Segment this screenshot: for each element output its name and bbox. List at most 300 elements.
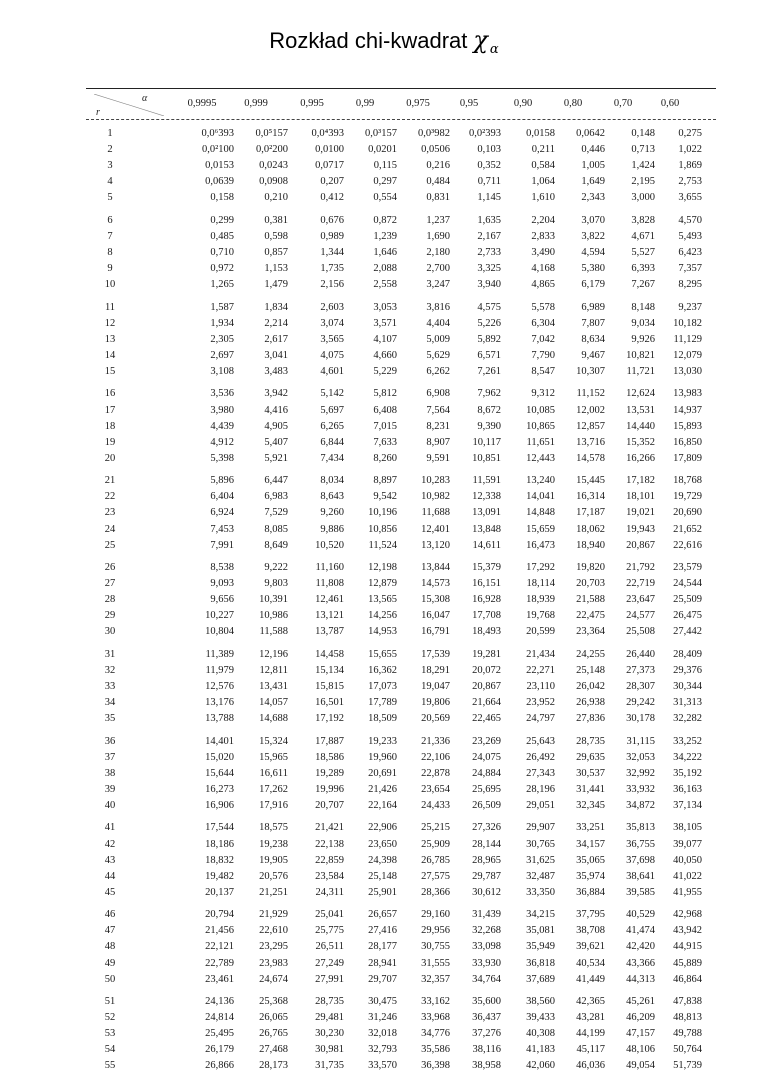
row-number: 7 xyxy=(107,230,113,242)
table-cell: 12,338 xyxy=(472,491,501,503)
table-cell: 12,443 xyxy=(526,452,555,464)
table-cell: 18,509 xyxy=(368,713,397,725)
table-cell: 0,446 xyxy=(581,144,605,156)
table-cell: 23,654 xyxy=(421,783,450,795)
table-cell: 22,465 xyxy=(472,713,501,725)
table-cell: 23,364 xyxy=(576,626,605,638)
table-cell: 3,325 xyxy=(477,263,501,275)
table-cell: 46,864 xyxy=(673,973,702,985)
table-cell: 3,828 xyxy=(631,214,655,226)
table-cell: 2,733 xyxy=(477,247,501,258)
table-cell: 31,313 xyxy=(673,697,702,709)
table-cell: 8,634 xyxy=(581,333,605,345)
row-number: 49 xyxy=(104,957,116,969)
table-cell: 0,872 xyxy=(373,214,397,226)
table-cell: 19,806 xyxy=(421,697,450,709)
table-cell: 16,928 xyxy=(472,594,501,606)
table-cell: 0,710 xyxy=(210,247,234,258)
table-cell: 11,979 xyxy=(205,664,234,676)
table-cell: 15,815 xyxy=(315,681,344,692)
table-cell: 0,0²200 xyxy=(255,144,288,156)
table-cell: 11,129 xyxy=(673,333,702,345)
table-cell: 0,0908 xyxy=(259,176,288,188)
table-cell: 28,196 xyxy=(526,783,555,795)
table-cell: 9,237 xyxy=(678,301,702,313)
table-cell: 1,479 xyxy=(264,279,288,291)
row-number: 37 xyxy=(104,751,116,763)
table-cell: 25,041 xyxy=(315,909,344,921)
table-cell: 24,136 xyxy=(205,996,234,1007)
table-cell: 27,442 xyxy=(673,626,702,638)
table-cell: 2,180 xyxy=(426,247,450,258)
table-cell: 0,352 xyxy=(477,160,501,172)
table-cell: 13,788 xyxy=(205,713,234,725)
table-cell: 10,865 xyxy=(526,420,555,432)
table-cell: 25,148 xyxy=(368,870,397,882)
table-cell: 37,134 xyxy=(673,800,702,811)
table-cell: 22,878 xyxy=(421,767,450,779)
table-cell: 15,020 xyxy=(205,751,234,763)
table-cell: 22,106 xyxy=(421,751,450,763)
row-number: 15 xyxy=(104,366,116,377)
table-cell: 35,974 xyxy=(576,870,605,882)
row-number: 32 xyxy=(104,664,116,676)
table-cell: 24,544 xyxy=(673,578,702,590)
table-cell: 28,177 xyxy=(368,941,397,953)
table-cell: 29,907 xyxy=(526,822,555,834)
table-cell: 43,366 xyxy=(626,957,655,969)
row-number: 3 xyxy=(107,160,113,172)
table-cell: 42,060 xyxy=(526,1060,555,1071)
table-cell: 3,108 xyxy=(210,366,234,377)
table-cell: 2,214 xyxy=(264,317,288,329)
table-cell: 9,886 xyxy=(320,523,344,535)
table-cell: 39,077 xyxy=(673,838,702,850)
column-header: 0,995 xyxy=(300,98,324,109)
table-cell: 0,0639 xyxy=(205,176,234,188)
table-cell: 33,162 xyxy=(421,996,450,1007)
table-cell: 38,641 xyxy=(626,870,655,882)
table-cell: 0,554 xyxy=(373,192,397,204)
table-cell: 40,050 xyxy=(673,854,702,866)
table-cell: 23,952 xyxy=(526,697,555,709)
table-cell: 14,937 xyxy=(673,404,702,416)
row-number: 28 xyxy=(104,594,116,606)
table-cell: 5,892 xyxy=(477,333,501,345)
table-cell: 16,611 xyxy=(259,767,288,779)
table-cell: 12,002 xyxy=(576,404,605,416)
table-cell: 5,629 xyxy=(426,349,450,361)
table-cell: 13,565 xyxy=(368,594,397,606)
table-cell: 8,034 xyxy=(320,475,344,487)
table-cell: 0,0⁵157 xyxy=(255,128,288,139)
row-number: 41 xyxy=(104,822,116,834)
column-header: 0,9995 xyxy=(187,98,217,109)
table-cell: 5,142 xyxy=(320,388,344,400)
table-cell: 5,009 xyxy=(426,333,450,345)
table-cell: 6,844 xyxy=(320,436,344,448)
table-cell: 1,005 xyxy=(581,160,605,172)
table-cell: 5,229 xyxy=(373,366,397,377)
table-cell: 25,148 xyxy=(576,664,605,676)
table-cell: 4,439 xyxy=(210,420,234,432)
table-cell: 22,164 xyxy=(368,800,397,811)
table-cell: 28,735 xyxy=(576,735,605,747)
table-cell: 12,401 xyxy=(421,523,450,535)
table-cell: 12,196 xyxy=(259,648,288,660)
table-cell: 7,357 xyxy=(678,263,702,275)
table-cell: 18,939 xyxy=(526,594,555,606)
table-cell: 10,391 xyxy=(259,594,288,606)
table-cell: 14,953 xyxy=(368,626,397,638)
row-number: 24 xyxy=(104,523,116,535)
table-cell: 16,362 xyxy=(368,664,397,676)
table-cell: 0,158 xyxy=(210,192,234,204)
row-number: 54 xyxy=(104,1044,116,1056)
table-cell: 23,461 xyxy=(205,973,234,985)
table-cell: 26,785 xyxy=(421,854,450,866)
table-cell: 40,308 xyxy=(526,1028,555,1040)
table-cell: 6,262 xyxy=(426,366,450,377)
table-cell: 11,808 xyxy=(315,578,344,590)
table-cell: 2,305 xyxy=(210,333,234,345)
table-cell: 25,508 xyxy=(626,626,655,638)
table-cell: 2,167 xyxy=(477,230,501,242)
row-number: 5 xyxy=(107,192,113,204)
table-cell: 40,534 xyxy=(576,957,605,969)
table-cell: 3,565 xyxy=(320,333,344,345)
table-cell: 19,996 xyxy=(315,783,344,795)
table-cell: 17,187 xyxy=(576,507,605,519)
table-cell: 7,529 xyxy=(264,507,288,519)
table-cell: 11,160 xyxy=(315,562,344,573)
table-cell: 22,475 xyxy=(576,610,605,622)
table-cell: 11,588 xyxy=(259,626,288,638)
table-cell: 12,811 xyxy=(259,664,288,676)
table-cell: 20,072 xyxy=(472,664,501,676)
row-number: 4 xyxy=(107,176,113,188)
table-cell: 20,690 xyxy=(673,507,702,519)
table-cell: 13,030 xyxy=(673,366,702,377)
table-cell: 29,956 xyxy=(421,925,450,937)
table-cell: 46,209 xyxy=(626,1012,655,1024)
table-cell: 42,420 xyxy=(626,941,655,953)
table-cell: 1,834 xyxy=(264,301,288,313)
table-cell: 11,688 xyxy=(421,507,450,519)
table-cell: 26,179 xyxy=(205,1044,234,1056)
table-cell: 10,851 xyxy=(472,452,501,464)
table-cell: 20,137 xyxy=(205,886,234,898)
row-number: 45 xyxy=(104,886,116,898)
table-cell: 28,941 xyxy=(368,957,397,969)
table-cell: 18,291 xyxy=(421,664,450,676)
table-cell: 26,765 xyxy=(259,1028,288,1040)
table-cell: 30,755 xyxy=(421,941,450,953)
row-number: 29 xyxy=(104,610,116,622)
table-cell: 18,768 xyxy=(673,475,702,487)
table-cell: 1,239 xyxy=(373,230,397,242)
table-cell: 0,989 xyxy=(320,230,344,242)
table-cell: 13,176 xyxy=(205,697,234,709)
table-cell: 22,271 xyxy=(526,664,555,676)
table-cell: 30,475 xyxy=(368,996,397,1007)
table-cell: 29,160 xyxy=(421,909,450,921)
row-number: 53 xyxy=(104,1028,116,1040)
table-cell: 5,493 xyxy=(678,230,702,242)
table-cell: 0,713 xyxy=(631,144,655,156)
table-cell: 8,295 xyxy=(678,279,702,291)
row-number: 39 xyxy=(104,783,116,795)
table-cell: 13,983 xyxy=(673,388,702,400)
table-cell: 2,833 xyxy=(531,230,555,242)
title-text: Rozkład chi-kwadrat xyxy=(269,28,468,53)
table-cell: 3,940 xyxy=(477,279,501,291)
table-cell: 3,000 xyxy=(631,192,655,204)
table-cell: 14,256 xyxy=(368,610,397,622)
table-cell: 0,485 xyxy=(210,230,234,242)
table-cell: 21,588 xyxy=(576,594,605,606)
table-cell: 1,869 xyxy=(678,160,702,172)
table-cell: 0,103 xyxy=(477,144,501,156)
table-cell: 24,884 xyxy=(472,767,501,779)
table-cell: 22,616 xyxy=(673,539,702,551)
table-cell: 16,266 xyxy=(626,452,655,464)
table-cell: 1,649 xyxy=(581,176,605,188)
table-cell: 15,352 xyxy=(626,436,655,448)
table-cell: 7,633 xyxy=(373,436,397,448)
table-cell: 28,965 xyxy=(472,854,501,866)
table-cell: 19,281 xyxy=(472,648,501,660)
table-cell: 9,542 xyxy=(373,491,397,503)
table-cell: 12,198 xyxy=(368,562,397,573)
table-cell: 35,081 xyxy=(526,925,555,937)
row-number: 34 xyxy=(104,697,116,709)
table-cell: 15,893 xyxy=(673,420,702,432)
table-cell: 0,676 xyxy=(320,214,344,226)
table-cell: 3,655 xyxy=(678,192,702,204)
table-cell: 21,251 xyxy=(259,886,288,898)
table-cell: 37,795 xyxy=(576,909,605,921)
table-cell: 2,697 xyxy=(210,349,234,361)
table-cell: 17,192 xyxy=(315,713,344,725)
row-number: 18 xyxy=(104,420,116,432)
table-cell: 30,612 xyxy=(472,886,501,898)
table-cell: 10,182 xyxy=(673,317,702,329)
table-cell: 41,449 xyxy=(576,973,605,985)
table-cell: 47,838 xyxy=(673,996,702,1007)
table-cell: 0,0³982 xyxy=(417,128,450,139)
table-cell: 14,573 xyxy=(421,578,450,590)
table-cell: 14,611 xyxy=(472,539,501,551)
table-cell: 16,501 xyxy=(315,697,344,709)
table-cell: 27,343 xyxy=(526,767,555,779)
table-cell: 13,121 xyxy=(315,610,344,622)
table-cell: 35,813 xyxy=(626,822,655,834)
table-cell: 34,776 xyxy=(421,1028,450,1040)
table-cell: 1,646 xyxy=(373,247,397,258)
table-cell: 14,688 xyxy=(259,713,288,725)
table-cell: 15,659 xyxy=(526,523,555,535)
table-cell: 25,901 xyxy=(368,886,397,898)
table-cell: 32,487 xyxy=(526,870,555,882)
table-cell: 41,955 xyxy=(673,886,702,898)
top-rule xyxy=(86,88,716,89)
table-cell: 9,260 xyxy=(320,507,344,519)
table-cell: 1,424 xyxy=(631,160,655,172)
table-cell: 25,775 xyxy=(315,925,344,937)
table-cell: 8,649 xyxy=(264,539,288,551)
table-cell: 30,981 xyxy=(315,1044,344,1056)
table-cell: 11,651 xyxy=(526,436,555,448)
table-cell: 15,134 xyxy=(315,664,344,676)
table-cell: 38,116 xyxy=(472,1044,501,1056)
table-cell: 5,380 xyxy=(581,263,605,275)
table-cell: 9,312 xyxy=(531,388,555,400)
table-cell: 2,603 xyxy=(320,301,344,313)
table-cell: 18,493 xyxy=(472,626,501,638)
table-cell: 14,401 xyxy=(205,735,234,747)
table-cell: 24,577 xyxy=(626,610,655,622)
table-cell: 22,789 xyxy=(205,957,234,969)
table-cell: 43,281 xyxy=(576,1012,605,1024)
table-cell: 3,490 xyxy=(531,247,555,258)
table-cell: 4,865 xyxy=(531,279,555,291)
table-cell: 0,148 xyxy=(631,128,655,139)
table-cell: 2,204 xyxy=(531,214,555,226)
table-cell: 0,484 xyxy=(426,176,450,188)
table-cell: 32,268 xyxy=(472,925,501,937)
table-cell: 1,690 xyxy=(426,230,450,242)
table-cell: 0,584 xyxy=(531,160,555,172)
table-cell: 44,199 xyxy=(576,1028,605,1040)
table-cell: 36,818 xyxy=(526,957,555,969)
table-cell: 34,764 xyxy=(472,973,501,985)
table-cell: 45,261 xyxy=(626,996,655,1007)
table-cell: 1,635 xyxy=(477,214,501,226)
row-number: 38 xyxy=(104,767,116,779)
table-cell: 25,643 xyxy=(526,735,555,747)
table-cell: 32,053 xyxy=(626,751,655,763)
row-number: 23 xyxy=(104,507,116,519)
table-cell: 49,788 xyxy=(673,1028,702,1040)
table-cell: 4,075 xyxy=(320,349,344,361)
table-cell: 6,393 xyxy=(631,263,655,275)
row-number: 16 xyxy=(104,388,116,400)
table-cell: 17,887 xyxy=(315,735,344,747)
table-cell: 0,0717 xyxy=(315,160,344,172)
column-header: 0,60 xyxy=(660,98,680,109)
table-cell: 6,983 xyxy=(264,491,288,503)
column-header: 0,999 xyxy=(244,98,268,109)
table-cell: 25,215 xyxy=(421,822,450,834)
table-cell: 5,697 xyxy=(320,404,344,416)
table-cell: 33,251 xyxy=(576,822,605,834)
table-cell: 10,307 xyxy=(576,366,605,377)
alpha-label: α xyxy=(142,93,148,104)
table-cell: 24,075 xyxy=(472,751,501,763)
table-cell: 27,991 xyxy=(315,973,344,985)
table-cell: 34,872 xyxy=(626,800,655,811)
table-cell: 3,247 xyxy=(426,279,450,291)
table-cell: 28,735 xyxy=(315,996,344,1007)
table-cell: 18,575 xyxy=(259,822,288,834)
table-cell: 7,564 xyxy=(426,404,450,416)
table-cell: 51,739 xyxy=(673,1060,702,1071)
table-cell: 5,527 xyxy=(631,247,655,258)
table-cell: 20,576 xyxy=(259,870,288,882)
table-cell: 31,625 xyxy=(526,854,555,866)
table-cell: 18,186 xyxy=(205,838,234,850)
row-number: 8 xyxy=(107,247,113,258)
table-cell: 48,106 xyxy=(626,1044,655,1056)
table-cell: 9,803 xyxy=(264,578,288,590)
table-cell: 8,897 xyxy=(373,475,397,487)
table-cell: 0,0201 xyxy=(368,144,397,156)
table-cell: 0,297 xyxy=(373,176,397,188)
table-cell: 0,857 xyxy=(264,247,288,258)
table-cell: 8,148 xyxy=(631,301,655,313)
table-cell: 20,867 xyxy=(626,539,655,551)
table-cell: 11,152 xyxy=(576,388,605,400)
table-cell: 0,598 xyxy=(264,230,288,242)
table-cell: 35,192 xyxy=(673,767,702,779)
row-number: 20 xyxy=(104,452,116,464)
column-header: 0,975 xyxy=(406,98,430,109)
table-cell: 12,857 xyxy=(576,420,605,432)
table-cell: 19,960 xyxy=(368,751,397,763)
table-cell: 23,584 xyxy=(315,870,344,882)
table-cell: 16,273 xyxy=(205,783,234,795)
table-cell: 11,721 xyxy=(626,366,655,377)
table-cell: 26,440 xyxy=(626,648,655,660)
row-number: 36 xyxy=(104,735,116,747)
table-cell: 24,814 xyxy=(205,1012,234,1024)
table-cell: 31,115 xyxy=(626,735,655,747)
table-cell: 10,821 xyxy=(626,349,655,361)
table-cell: 0,299 xyxy=(210,214,234,226)
table-cell: 15,445 xyxy=(576,475,605,487)
row-number: 52 xyxy=(104,1012,116,1024)
table-cell: 23,650 xyxy=(368,838,397,850)
table-cell: 6,265 xyxy=(320,420,344,432)
table-cell: 4,912 xyxy=(210,436,234,448)
table-cell: 32,018 xyxy=(368,1028,397,1040)
row-number: 2 xyxy=(107,144,113,156)
table-cell: 26,511 xyxy=(315,941,344,953)
table-cell: 0,972 xyxy=(210,263,234,275)
table-cell: 24,255 xyxy=(576,648,605,660)
table-cell: 9,656 xyxy=(210,594,234,606)
table-cell: 42,968 xyxy=(673,909,702,921)
table-cell: 0,0⁴393 xyxy=(311,128,344,139)
row-number: 50 xyxy=(104,973,116,985)
table-cell: 0,0⁶393 xyxy=(201,128,234,139)
row-number: 46 xyxy=(104,909,116,921)
table-cell: 43,942 xyxy=(673,925,702,937)
table-cell: 13,848 xyxy=(472,523,501,535)
page-title xyxy=(0,26,768,57)
table-cell: 17,789 xyxy=(368,697,397,709)
table-cell: 7,015 xyxy=(373,420,397,432)
table-cell: 26,475 xyxy=(673,610,702,622)
table-cell: 26,866 xyxy=(205,1060,234,1071)
table-cell: 28,307 xyxy=(626,681,655,692)
table-cell: 25,495 xyxy=(205,1028,234,1040)
table-cell: 48,813 xyxy=(673,1012,702,1024)
table-cell: 20,703 xyxy=(576,578,605,590)
table-cell: 33,570 xyxy=(368,1060,397,1071)
table-cell: 19,238 xyxy=(259,838,288,850)
